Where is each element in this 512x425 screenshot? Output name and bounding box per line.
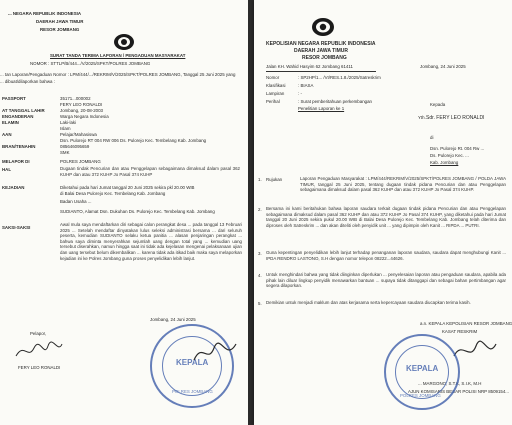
official-stamp (384, 334, 460, 410)
terlapor-value: SUDIANTO, Alamat Dsn. Dukuhan Ds. Pulorejo Kec. Tembelang Kab. Jombang (60, 209, 215, 214)
stamp-label: KEPALA (406, 364, 439, 373)
field-value: 085646095659 (60, 144, 90, 149)
header-line: ... NEGARA REPUBLIK INDONESIA (8, 11, 82, 16)
paragraph-3: Guna kepentingan penyelidikan lebih lanjut terhadap penanganan laporan saudara, saudara dapat menghubungi Kanit ... IPDA RENDRO LASTONO, S.H dengan nomor telepon 08222...44626. (266, 250, 506, 261)
field-value: Islam (60, 126, 71, 131)
field-value: 35171...000002 (60, 96, 91, 101)
meta-value: : - (298, 91, 302, 96)
dugaan-label: HAL (2, 167, 12, 172)
header-line: RESOR JOMBANG (302, 55, 347, 61)
sign-name: ... MARGONO, S.T.K, S.I.K, M.H (418, 381, 482, 386)
header-line: DAERAH JAWA TIMUR (36, 19, 84, 24)
right-document-page (254, 0, 512, 425)
meta-label: Perihal (266, 99, 280, 104)
paragraph-5: Demikian untuk menjadi maklum dan atas kerjasama serta kepercayaan saudara diucapkan terima kasih. (266, 300, 471, 305)
rujukan-label: Rujukan (266, 177, 283, 182)
field-label: ELAMIN (2, 120, 19, 125)
field-value: Pelajar/Mahasiswa (60, 132, 97, 137)
sign-rank: AJUN KOMISARIS BESAR POLISI NRP 8509154... (408, 389, 509, 394)
field-value: Warga Negara Indonesia (60, 114, 109, 119)
field-value: Jombang, 20-08-2003 (60, 108, 103, 113)
header-line: DAERAH JAWA TIMUR (294, 48, 348, 54)
dugaan-value: Dugaan tindak Pencurian dan atau Penggelapan sebagaimana dimaksud dalam pasal 362 KUHP dan atau 372 KUHP Jo Pasal 374 KUHP (60, 166, 240, 177)
header-line: KEPOLISIAN NEGARA REPUBLIK INDONESIA (266, 41, 376, 47)
field-label: AT TANGGAL LAHIR (2, 108, 45, 113)
korban-value: Badan Usaha ... (60, 199, 92, 204)
rujukan-text: Laporan Pengaduan Masyarakat : LPM/444/REKRIM/V/2025/SPKT/POLRES JOMBANG / POLDA JAWA TIMUR, tanggal 25 Juni 2025, tentang dugaan tindak pidana Pencurian dan atau Penggelapan sebagaimana dimaksud dalam pasal 362 KUHP dan atau 372 KUHP Jo Pasal 374 KUHP. (300, 176, 506, 193)
letter-date: Jombang, 24 Juni 2025 (420, 64, 466, 69)
report-body: Awal mula saya mendaftarkan diri sebagai calon perangkat desa ... pada tanggal 13 Februari 2025 ... Setelah mendaftar dinyatakan lulus seleksi administrasi bersama ... dari seluruh peserta, kemudian SUDIANTO selaku ketua panitia ... alasan penjaringan perangkat ... bahwa saya diminta menyerahkan sejumlah uang dengan total yang ... kemudian uang tersebut diserahkan, namun hingga saat ini tidak ada kejelasan mengenai pelaksanaan ujian dan uang tersebut belum dikembalikan ... karena tidak ada itikad baik maka saya melaporkan kejadian ini ke Polres Jombang guna proses penyelidikan lebih lanjut. (60, 222, 242, 261)
melapor-value: POLRES JOMBANG (60, 159, 101, 164)
pelapor-label: Pelapor, (30, 331, 47, 336)
meta-label: Nomor (266, 75, 280, 80)
stamp-sub: POLRES JOMBANG (400, 393, 441, 398)
field-value: Laki-laki (60, 120, 77, 125)
field-label: PASSPORT (2, 96, 26, 101)
meta-value: : BIASA (298, 83, 314, 88)
field-label: ENGANDERAN (2, 114, 34, 119)
stamp-sub: POLRES JOMBANG (172, 389, 213, 394)
recipient-name: Sdr. FERY LEO RONALDI (426, 115, 485, 121)
recipient-address: Dsn. Pulorejo Rt. 004 Rw ... (430, 146, 485, 151)
item-number: 2. (258, 207, 262, 212)
meta-value: : Surat pemberitahuan perkembangan (298, 99, 372, 104)
item-number: 5. (258, 301, 262, 306)
field-label: BRAN/TENAHIN (2, 144, 36, 149)
recipient-address: Ds. Pulorejo Kec. ... (430, 153, 469, 158)
field-value: SMK (60, 150, 70, 155)
place-date: Jombang, 24 Juni 2025 (150, 317, 196, 322)
field-value: FERY LEO RONALDI (60, 102, 103, 107)
meta-label: Klasifikasi (266, 83, 286, 88)
document-title: SURAT TANDA TERIMA LAPORAN / PENGADUAN MASYARAKAT (50, 53, 186, 58)
meta-value: : SP2HP/1... /VI/RES.1.8./2025/Satreskrim (298, 75, 381, 80)
kejadian-value: Diketahui pada hari Jumat tanggal 20 Juni 2025 sekira pkl 20.00 WIB (60, 185, 195, 190)
header-line: RESOR JOMBANG (40, 27, 80, 32)
recipient-address: Kab. Jombang (430, 160, 459, 165)
left-document-page (0, 0, 248, 425)
address-line: Jalan KH. Wahid Hasyim 62 Jombang 61411 (266, 64, 353, 69)
stamp-label: KEPALA (176, 358, 209, 367)
field-value: Dsn. Pulorejo RT 004 RW 006 Ds. Pulorejo Kec. Tembelang Kab. Jombang (60, 138, 207, 143)
signature-icon (14, 340, 64, 362)
item-number: 3. (258, 251, 262, 256)
field-label: AAN (2, 132, 12, 137)
item-number: 4. (258, 273, 262, 278)
sign-org: a.n. KEPALA KEPOLISIAN RESOR JOMBANG (420, 321, 512, 326)
police-emblem-icon (310, 16, 336, 38)
yth-label: Yth. (418, 115, 426, 120)
header-rule (266, 71, 376, 72)
di-label: di (430, 135, 434, 140)
tempat-value: di Balai Desa Pulorejo Kec. Tembelang Kab. Jombang (60, 191, 166, 196)
intro-text: ... tan Laporan/Pengaduan Nomor : LPM/444/.../REKRIM/V/2025/SPKT/POLRES JOMBANG, Tanggal 25 Juni 2025 yang (0, 72, 236, 77)
melapor-label: MELAPOR DI (2, 159, 30, 164)
meta-label: Lampiran (266, 91, 285, 96)
pelapor-name: FERY LEO RONALDI (18, 365, 61, 370)
document-number: NOMOR : STTLP/B/444.../V/2025/SPKT/POLRES JOMBANG (30, 61, 151, 66)
item-number: 1. (258, 177, 262, 182)
police-emblem-icon (112, 32, 136, 52)
meta-value: Penelitian Laporan ke 1 (298, 106, 345, 111)
official-signature-icon (190, 338, 240, 368)
sign-title: KASAT RESKRIM (442, 329, 478, 334)
paragraph-2: Bersama ini kami beritahukan bahwa laporan saudara terkait dugaan tindak pidana Pencurian dan atau Penggelapan sebagaimana dimaksud dalam pasal 362 KUHP dan atau 372 KUHP Jo Pasal 374 KUHP, yang diketahui pada hari Jumat tanggal 20 Juni 2025 sekira pukul 20.00 WIB di Balai Desa Pulorejo Kec. Tembelang Kab. Jombang telah diterima dan diproses oleh Satreskrim ... dan akan diteliti oleh penyidik unit ... yang dipimpin oleh Kanit ... RIPDA ... PUTRI. (266, 206, 506, 228)
saksi-label: SAKSI-SAKSI (2, 225, 31, 230)
kepada-label: Kepada (430, 102, 446, 107)
kejadian-label: KEJADIAN (2, 185, 25, 190)
paragraph-4: Untuk menghindari bahwa yang tidak diinginkan diperlukan ... penyelesaian laporan atau pengaduan saudara, apabila ada pihak lain diluar lingkup penyidik menawarkan bantuan ... supaya tidak ditanggapi dan sebagai bahan pertimbangan agar segera dilaporkan. (266, 272, 506, 289)
intro-text: ... dibuat/dilaporkan bahwa : (0, 79, 55, 84)
